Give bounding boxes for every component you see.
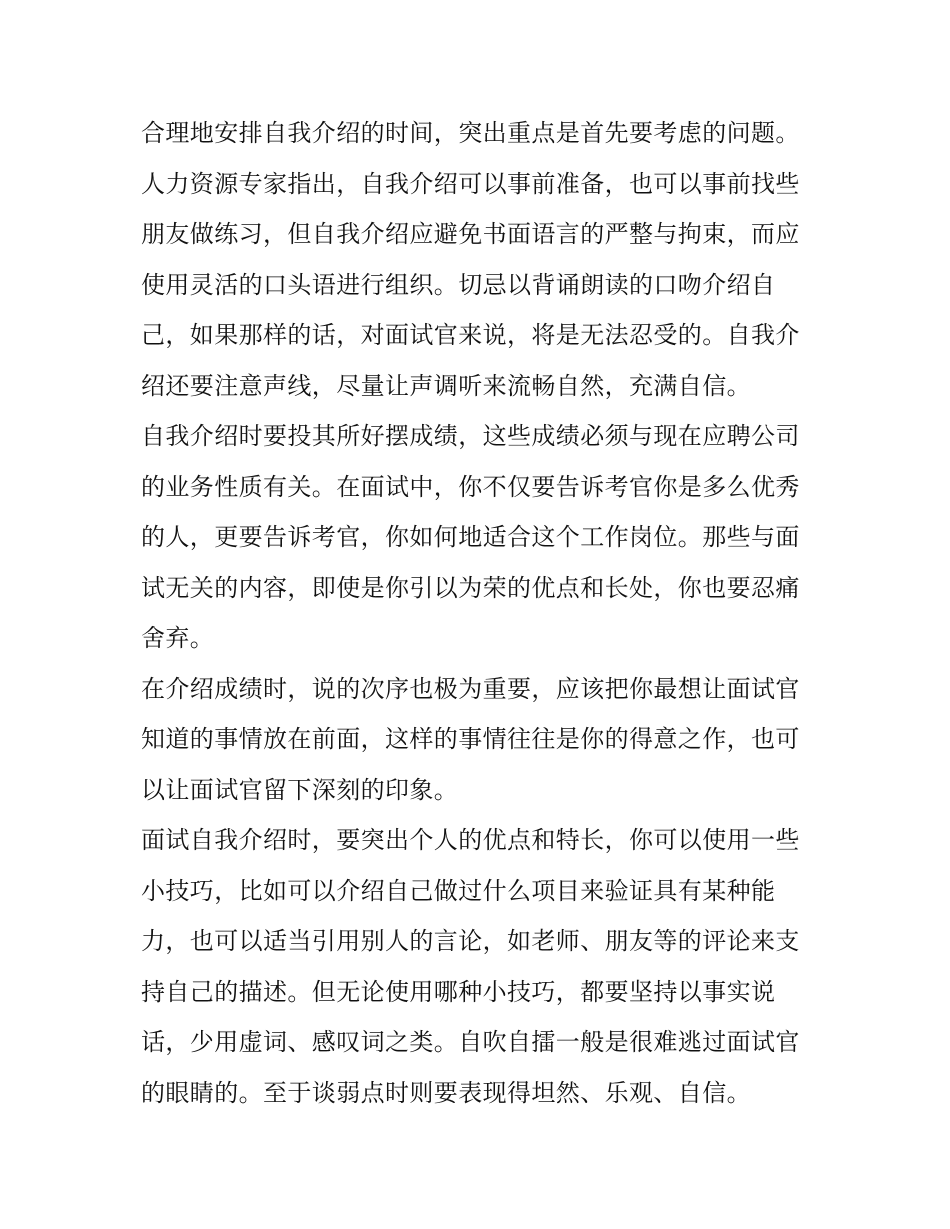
text-line: 人力资源专家指出，自我介绍可以事前准备，也可以事前找些 xyxy=(141,169,800,198)
text-line: 的人，更要告诉考官，你如何地适合这个工作岗位。那些与面 xyxy=(141,523,800,551)
text-line: 持自己的描述。但无论使用哪种小技巧，都要坚持以事实说 xyxy=(141,977,776,1006)
text-line: 使用灵活的口头语进行组织。切忌以背诵朗读的口吻介绍自 xyxy=(141,270,776,299)
document-body xyxy=(141,108,821,1118)
text-line: 知道的事情放在前面，这样的事情往往是你的得意之作，也可 xyxy=(141,725,800,753)
text-line: 自我介绍时要投其所好摆成绩，这些成绩必须与现在应聘公司 xyxy=(141,422,800,450)
text-line: 面试自我介绍时，要突出个人的优点和特长，你可以使用一些 xyxy=(141,826,800,854)
text-line: 朋友做练习，但自我介绍应避免书面语言的严整与拘束，而应 xyxy=(141,220,800,248)
text-line: 试无关的内容，即使是你引以为荣的优点和长处，你也要忍痛 xyxy=(141,573,800,602)
text-line: 小技巧，比如可以介绍自己做过什么项目来验证具有某种能 xyxy=(141,876,776,905)
text-line: 力，也可以适当引用别人的言论，如老师、朋友等的评论来支 xyxy=(141,927,800,955)
text-line: 话，少用虚词、感叹词之类。自吹自擂一般是很难逃过面试官 xyxy=(141,1028,800,1056)
text-line: 合理地安排自我介绍的时间，突出重点是首先要考虑的问题。 xyxy=(141,119,800,147)
text-line: 绍还要注意声线，尽量让声调听来流畅自然，充满自信。 xyxy=(141,371,751,400)
text-line: 己，如果那样的话，对面试官来说，将是无法忍受的。自我介 xyxy=(141,321,800,349)
text-line: 在介绍成绩时，说的次序也极为重要，应该把你最想让面试官 xyxy=(141,674,800,703)
text-line: 的眼睛的。至于谈弱点时则要表现得坦然、乐观、自信。 xyxy=(141,1078,751,1107)
text-line: 以让面试官留下深刻的印象。 xyxy=(141,775,459,804)
text-line: 的业务性质有关。在面试中，你不仅要告诉考官你是多么优秀 xyxy=(141,472,800,501)
text-line: 舍弃。 xyxy=(141,624,215,652)
